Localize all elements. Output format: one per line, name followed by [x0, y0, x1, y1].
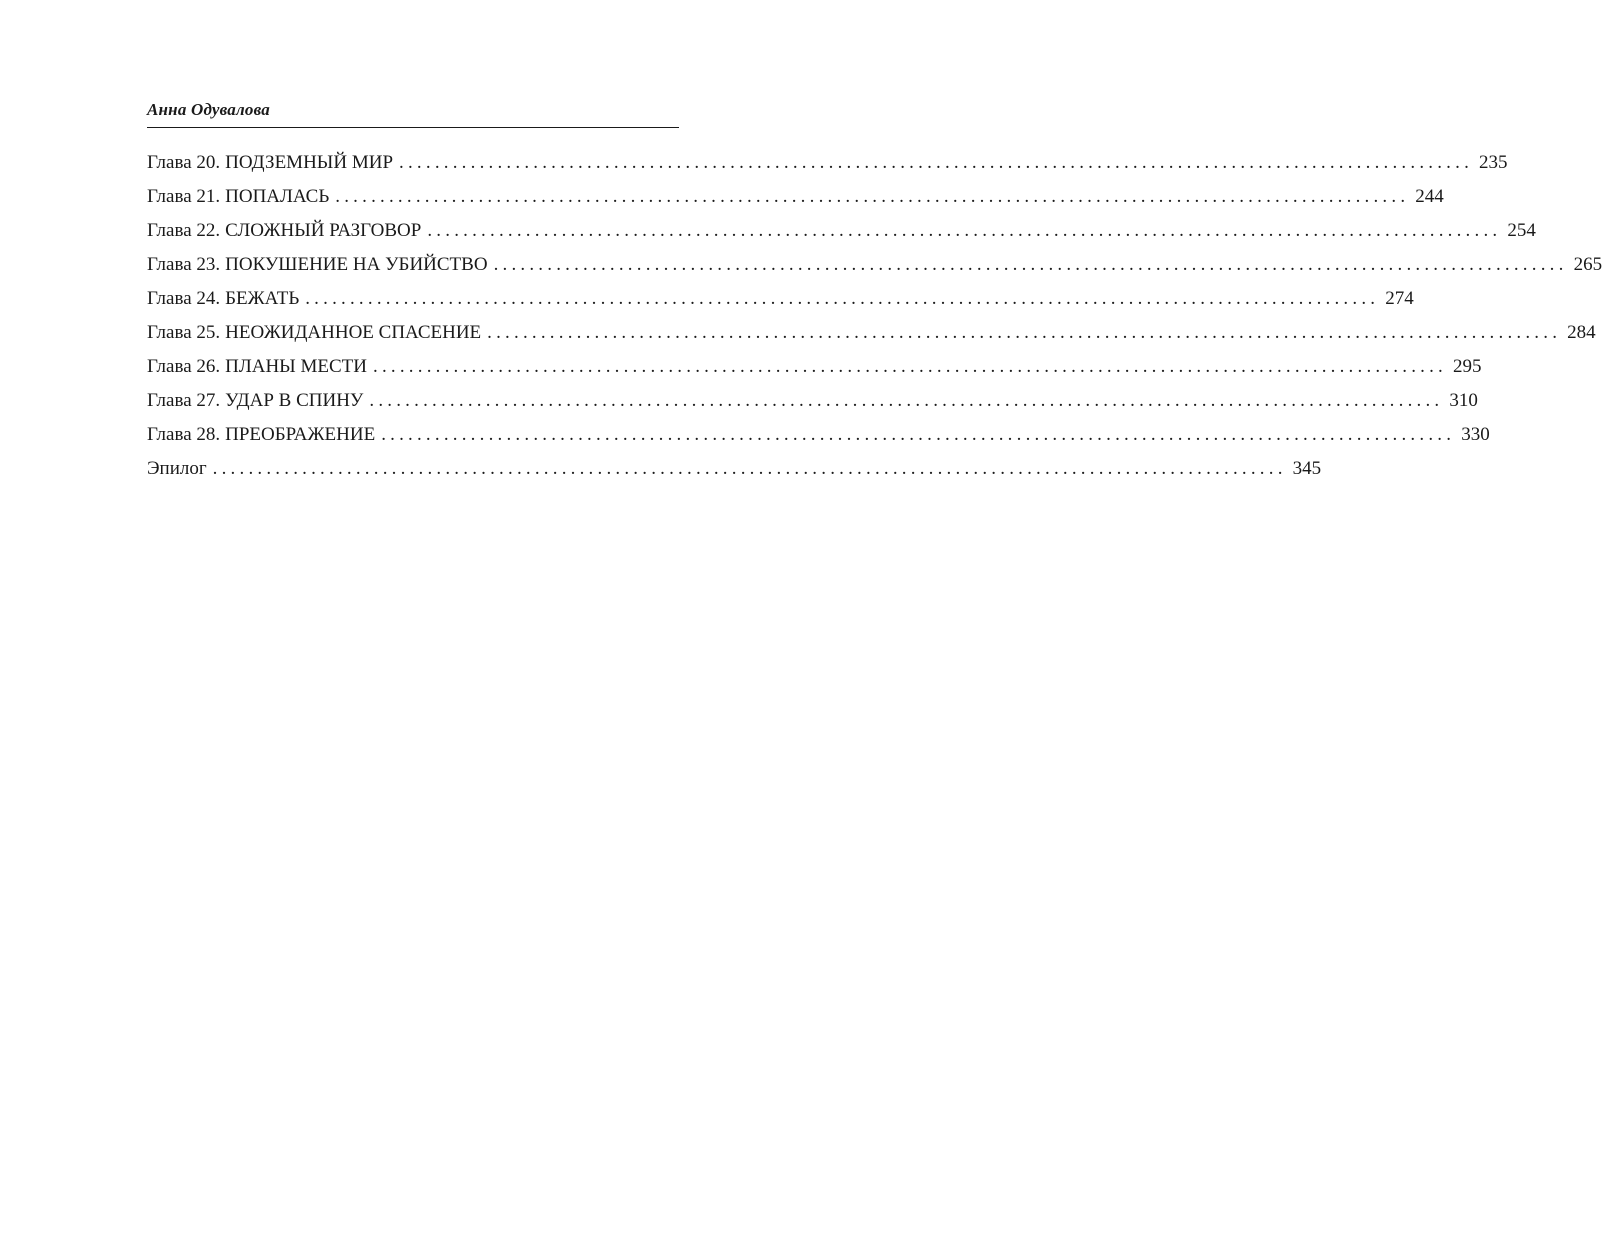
toc-entry-title — [147, 384, 369, 418]
toc-entry-chapter-number: Глава 23. — [147, 254, 221, 275]
toc-entry-page-number: 244 — [1415, 186, 1444, 207]
toc-entry — [147, 180, 1444, 214]
toc-entry-chapter-title: УДАР В СПИНУ — [225, 390, 364, 411]
toc-entry-chapter-number: Глава 26. — [147, 356, 221, 377]
toc-entry — [147, 146, 1508, 180]
toc-leader-dots: ........................................................................................................................ — [305, 288, 1380, 309]
toc-entry-page-number: 345 — [1292, 458, 1322, 479]
toc-entry — [147, 418, 1490, 452]
toc-leader-dots: ........................................................................................................................ — [335, 186, 1410, 207]
toc-entry-chapter-title: ПОДЗЕМНЫЙ МИР — [225, 152, 394, 173]
toc-entry-chapter-number: Глава 27. — [147, 390, 221, 411]
toc-entry-page-number: 310 — [1449, 390, 1478, 411]
toc-entry-page-number: 330 — [1461, 424, 1490, 445]
toc-entry — [147, 214, 1536, 248]
toc-entry-title — [147, 282, 305, 316]
toc-entry-page-number: 274 — [1385, 288, 1414, 309]
toc-entry-page-number: 295 — [1453, 356, 1482, 377]
toc-entry-chapter-title: НЕОЖИДАННОЕ СПАСЕНИЕ — [225, 322, 482, 343]
toc-entry-chapter-number: Глава 28. — [147, 424, 221, 445]
toc-leader-dots: ........................................................................................................................ — [369, 390, 1444, 411]
toc-entry-chapter-number: Глава 25. — [147, 322, 221, 343]
toc-leader-dots: ........................................................................................................................ — [399, 152, 1474, 173]
toc-entry-title — [147, 350, 373, 384]
toc-entry-title — [147, 180, 335, 214]
toc-entry-title — [147, 316, 487, 350]
toc-entry-title — [147, 146, 399, 180]
toc-leader-dots: ........................................................................................................................ — [373, 356, 1447, 377]
toc-entry-chapter-number: Глава 24. — [147, 288, 221, 309]
toc-entry-title — [147, 248, 494, 282]
toc-entry-page-number: 265 — [1573, 254, 1602, 275]
toc-entry — [147, 248, 1602, 282]
toc-entry-chapter-title: Эпилог — [147, 458, 207, 479]
toc-entry-chapter-number: Глава 22. — [147, 220, 221, 241]
table-of-contents — [147, 146, 1602, 486]
toc-leader-dots: ........................................................................................................................ — [427, 220, 1502, 241]
toc-entry-chapter-title: ПЛАНЫ МЕСТИ — [225, 356, 367, 377]
toc-entry-title — [147, 418, 381, 452]
toc-entry-title — [147, 214, 427, 248]
toc-entry-page-number: 254 — [1507, 220, 1536, 241]
toc-entry-chapter-number: Глава 20. — [147, 152, 221, 173]
toc-entry-page-number: 235 — [1479, 152, 1508, 173]
toc-leader-dots: ........................................................................................................................ — [381, 424, 1456, 445]
toc-entry-chapter-title: ПОПАЛАСЬ — [225, 186, 330, 207]
toc-entry-chapter-title: ПОКУШЕНИЕ НА УБИЙСТВО — [225, 254, 488, 275]
toc-entry-chapter-title: ПРЕОБРАЖЕНИЕ — [225, 424, 376, 445]
toc-entry-title — [147, 452, 213, 486]
running-head-author: Анна Одувалова — [147, 98, 679, 128]
toc-leader-dots: ........................................................................................................................ — [212, 458, 1287, 479]
book-page — [147, 98, 1602, 486]
toc-entry — [147, 384, 1478, 418]
toc-entry-chapter-number: Глава 21. — [147, 186, 221, 207]
toc-leader-dots: ........................................................................................................................ — [487, 322, 1562, 343]
toc-entry-epilogue — [147, 452, 1322, 486]
toc-leader-dots: ........................................................................................................................ — [493, 254, 1568, 275]
toc-entry — [147, 350, 1482, 384]
toc-entry — [147, 282, 1414, 316]
toc-entry-chapter-title: СЛОЖНЫЙ РАЗГОВОР — [225, 220, 422, 241]
toc-entry-chapter-title: БЕЖАТЬ — [225, 288, 300, 309]
toc-entry-page-number: 284 — [1567, 322, 1596, 343]
toc-entry — [147, 316, 1596, 350]
